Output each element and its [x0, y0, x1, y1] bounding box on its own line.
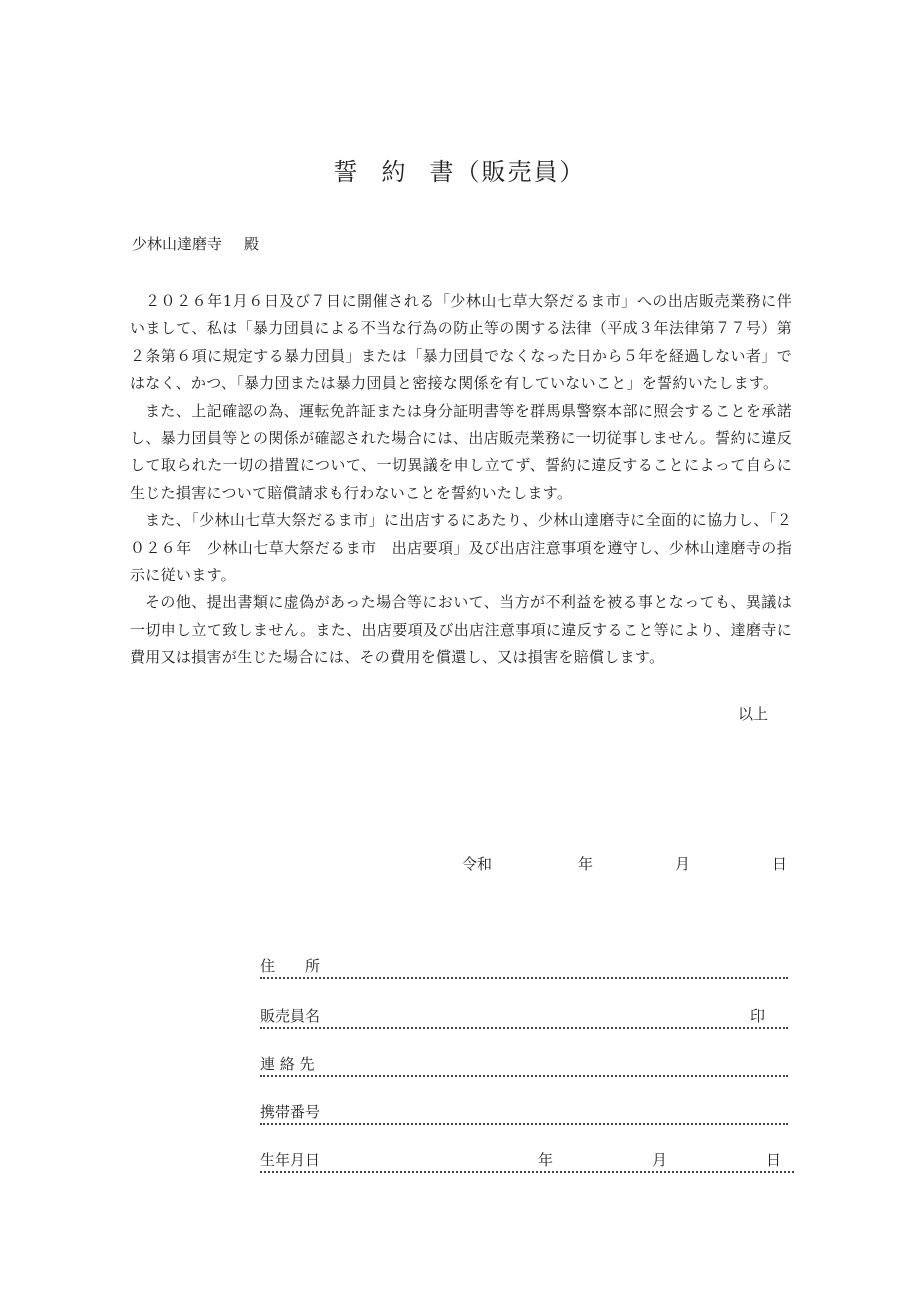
date-era: 令和 [462, 855, 493, 873]
mobile-label: 携帯番号 [260, 1103, 321, 1121]
closing-mark: 以上 [738, 705, 769, 723]
birthdate-year-label: 年 [538, 1151, 554, 1169]
birthdate-month-label: 月 [652, 1151, 668, 1169]
seller-name-label: 販売員名 [260, 1007, 321, 1025]
birthdate-field[interactable] [260, 1149, 794, 1173]
address-field[interactable] [260, 955, 788, 979]
paragraph-3: また、「少林山七草大祭だるま市」に出店するにあたり、少林山達磨寺に全面的に協力し、「２０２６年 少林山七草大祭だるま市 出店要項」及び出店注意事項を遵守し、少林山達磨寺の指示に従います。 [130, 511, 792, 585]
birthdate-day-label: 日 [766, 1151, 782, 1169]
title-char-3: 書 [429, 158, 456, 186]
paragraph-1: ２０２６年1月６日及び７日に開催される「少林山七草大祭だるま市」への出店販売業務に伴いまして、私は「暴力団員による不当な行為の防止等の関する法律（平成３年法律第７７号）第２条第６項に規定する暴力団員」または「暴力団員でなくなった日から５年を経過しない者」ではなく、かつ、「暴力団または暴力団員と密接な関係を有していないこと」を誓約いたします。 [130, 292, 792, 393]
pledge-body [130, 288, 792, 672]
contact-label: 連 絡 先 [260, 1055, 315, 1073]
addressee-name: 少林山達磨寺 [132, 235, 223, 253]
addressee [132, 233, 259, 254]
seller-name-field[interactable] [260, 1005, 788, 1029]
seal-mark: 印 [750, 1007, 766, 1025]
date-year-label: 年 [578, 855, 594, 873]
contact-field[interactable] [260, 1053, 788, 1077]
date-month-label: 月 [675, 855, 691, 873]
paragraph-4: その他、提出書類に虚偽があった場合等において、当方が不利益を被る事となっても、異議は一切申し立て致しません。また、出店要項及び出店注意事項に違反すること等により、達磨寺に費用又は損害が生じた場合には、その費用を償還し、又は損害を賠償します。 [130, 593, 792, 667]
paragraph-2: また、上記確認の為、運転免許証または身分証明書等を群馬県警察本部に照会することを承諾し、暴力団員等との関係が確認された場合には、出店販売業務に一切従事しません。誓約に違反して取られた一切の措置について、一切異議を申し立てず、誓約に違反することによって自らに生じた損害について賠償請求も行わないことを誓約いたします。 [130, 401, 792, 502]
document-title [0, 152, 919, 187]
title-subtitle: （販売員） [455, 158, 586, 186]
date-day-label: 日 [772, 855, 788, 873]
date-line [462, 853, 792, 875]
title-char-2: 約 [381, 158, 408, 186]
mobile-field[interactable] [260, 1101, 788, 1125]
birthdate-label: 生年月日 [260, 1151, 321, 1169]
title-char-1: 誓 [333, 158, 360, 186]
addressee-honorific: 殿 [244, 235, 260, 253]
address-label: 住 所 [260, 957, 321, 975]
